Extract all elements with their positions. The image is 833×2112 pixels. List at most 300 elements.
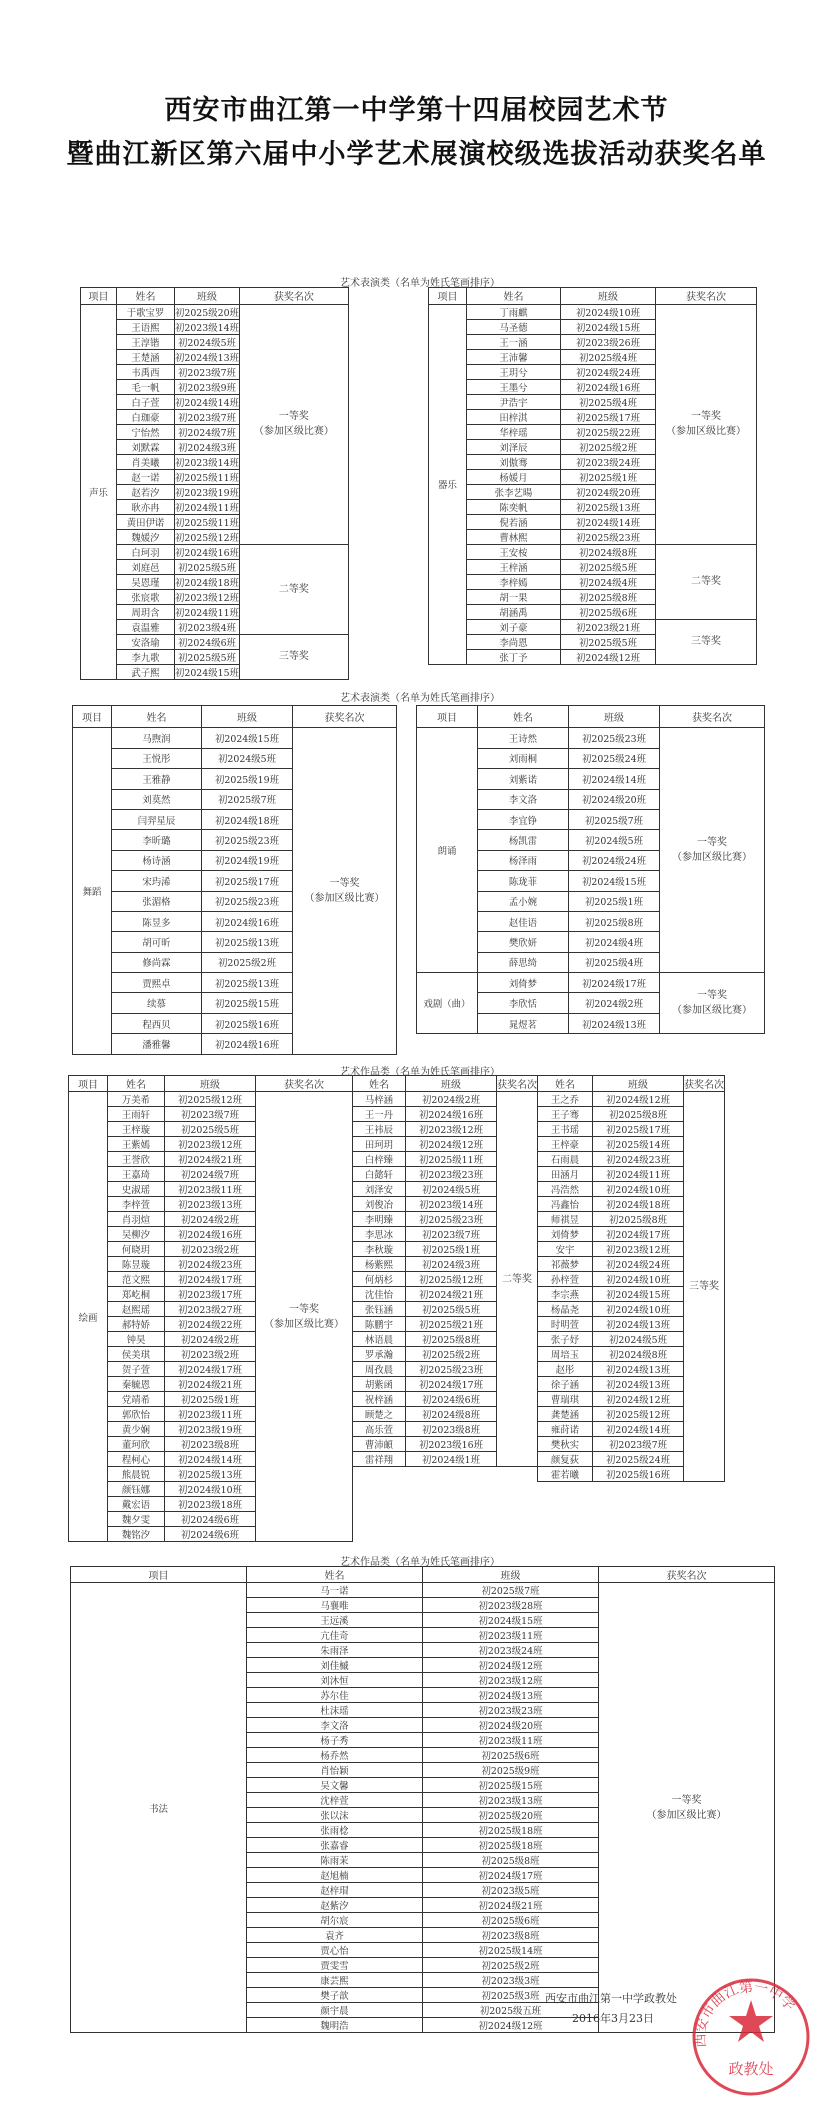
student-name: 魏媛汐 [117,529,175,544]
award-cell: 三等奖 [656,619,757,664]
student-name: 周培玉 [538,1347,593,1362]
student-class: 初2024级18班 [593,1197,684,1212]
student-class: 初2025级15班 [202,993,293,1013]
student-name: 康芸熙 [247,1973,423,1988]
student-name: 黄田伊诺 [117,514,175,529]
student-class: 初2025级16班 [593,1467,684,1482]
student-name: 张子妤 [538,1332,593,1347]
student-name: 颜宇晨 [247,2003,423,2018]
student-name: 刘庭邑 [117,559,175,574]
award-level: 一等奖 [289,1303,319,1315]
student-name: 杨诗涵 [112,850,202,870]
student-class: 初2023级13班 [423,1793,599,1808]
student-class: 初2025级4班 [561,394,656,409]
student-class: 初2025级23班 [406,1212,497,1227]
student-name: 范文熙 [108,1272,165,1287]
student-class: 初2024级2班 [165,1332,256,1347]
column-header: 项目 [69,1076,108,1092]
award-level: 一等奖 [671,1794,702,1806]
table-row [69,1497,725,1512]
student-name: 冯鑫怡 [538,1197,593,1212]
table-row [69,1122,725,1137]
award-table [72,705,397,1055]
student-name: 孙梓萱 [538,1272,593,1287]
table-row [69,1212,725,1227]
student-name: 赵紫汐 [247,1898,423,1913]
student-name: 郝特娇 [108,1317,165,1332]
table-row [417,728,765,748]
table-row [69,1392,725,1407]
header-row [429,288,757,305]
student-name: 魏夕雯 [108,1512,165,1527]
student-class: 初2024级23班 [593,1152,684,1167]
student-name: 胡可昕 [112,932,202,952]
table-row [69,1302,725,1317]
student-class: 初2024级11班 [175,499,240,514]
student-class: 初2024级14班 [165,1452,256,1467]
category-cell: 戏剧（曲） [417,973,478,1034]
student-class: 初2025级5班 [406,1302,497,1317]
student-name: 赵旭楠 [247,1868,423,1883]
award-cell [239,304,348,544]
student-class: 初2024级13班 [593,1362,684,1377]
student-class: 初2023级19班 [175,484,240,499]
student-class: 初2025级5班 [561,634,656,649]
student-class: 初2024级22班 [165,1317,256,1332]
student-class: 初2024级10班 [593,1182,684,1197]
table-row [69,1437,725,1452]
award-cell: 二等奖 [497,1092,538,1467]
seal-ring-text: 西安市曲江第一中学 [692,1979,798,2049]
student-class: 初2023级8班 [406,1422,497,1437]
header-row [73,706,397,728]
table-row [429,304,757,319]
table-row [429,544,757,559]
student-class: 初2025级6班 [423,1748,599,1763]
student-name: 王墨兮 [467,379,561,394]
student-class: 初2023级24班 [423,1643,599,1658]
column-header: 班级 [175,288,240,305]
student-class: 初2024级23班 [165,1257,256,1272]
table-row [69,1287,725,1302]
student-name: 沈佳怡 [353,1287,406,1302]
seal-star-icon [729,2000,773,2042]
student-class: 初2023级11班 [165,1407,256,1422]
student-name: 白梓臻 [353,1152,406,1167]
student-name: 尹浩宇 [467,394,561,409]
table-row [69,1407,725,1422]
student-name: 杨紫熙 [353,1257,406,1272]
student-name: 白子萱 [117,394,175,409]
student-name: 贾雯雪 [247,1958,423,1973]
student-name: 何晓玥 [108,1242,165,1257]
empty-cell [406,1482,497,1497]
column-header: 姓名 [117,288,175,305]
award-level: 一等奖 [278,411,309,423]
empty-cell [593,1482,684,1497]
student-name: 刘默霖 [117,439,175,454]
award-cell: 三等奖 [239,634,348,679]
student-class: 初2023级11班 [165,1182,256,1197]
empty-cell [353,1497,406,1512]
student-class: 初2024级12班 [593,1092,684,1107]
student-name: 李思冰 [353,1227,406,1242]
student-class: 初2025级14班 [423,1943,599,1958]
student-name: 王梓涵 [467,559,561,574]
student-name: 贺子萱 [108,1362,165,1377]
student-class: 初2024级6班 [175,634,240,649]
student-name: 董珂欣 [108,1437,165,1452]
student-name: 刘泽辰 [467,439,561,454]
student-class: 初2024级10班 [561,304,656,319]
student-class: 初2024级4班 [569,932,660,952]
empty-cell [406,1527,497,1542]
student-class: 初2024级18班 [202,809,293,829]
student-name: 亢佳奇 [247,1628,423,1643]
column-header: 姓名 [538,1076,593,1092]
student-name: 田梓淇 [467,409,561,424]
student-class: 初2024级7班 [165,1167,256,1182]
table-row [69,1227,725,1242]
student-class: 初2024级3班 [175,439,240,454]
student-class: 初2024级11班 [175,604,240,619]
student-name: 杨凯雷 [478,830,569,850]
column-header: 姓名 [112,706,202,728]
table-row [69,1332,725,1347]
student-class: 初2025级4班 [561,349,656,364]
student-class: 初2023级11班 [423,1628,599,1643]
student-class: 初2025级8班 [593,1212,684,1227]
student-class: 初2023级4班 [175,619,240,634]
student-name: 胡一果 [467,589,561,604]
student-class: 初2023级12班 [406,1122,497,1137]
student-class: 初2025级5班 [175,559,240,574]
student-name: 王紫嫣 [108,1137,165,1152]
student-class: 初2024级5班 [202,748,293,768]
student-name: 王语熙 [117,319,175,334]
student-name: 樊欣妍 [478,932,569,952]
student-class: 初2025级7班 [423,1583,599,1598]
student-class: 初2024级8班 [593,1347,684,1362]
student-name: 霍若曦 [538,1467,593,1482]
document-title-line-2: 暨曲江新区第六届中小学艺术展演校级选拔活动获奖名单 [66,139,767,170]
student-class: 初2025级17班 [561,409,656,424]
student-class: 初2024级15班 [593,1287,684,1302]
student-name: 马煦润 [112,728,202,748]
student-name: 王雨轩 [108,1107,165,1122]
award-cell [660,973,765,1034]
student-class: 初2024级14班 [593,1422,684,1437]
student-name: 王远溪 [247,1613,423,1628]
student-name: 李文洛 [478,789,569,809]
student-name: 雍莳诺 [538,1422,593,1437]
student-class: 初2024级16班 [202,1034,293,1054]
student-name: 程西贝 [112,1013,202,1033]
table-row [69,1362,725,1377]
student-class: 初2025级17班 [202,871,293,891]
student-name: 张湄格 [112,891,202,911]
student-class: 初2023级7班 [406,1227,497,1242]
student-name: 祁薇梦 [538,1257,593,1272]
student-name: 宋玙浠 [112,871,202,891]
header-row [71,1567,775,1583]
student-name: 马圣德 [467,319,561,334]
student-name: 熊晨锐 [108,1467,165,1482]
student-name: 刘子豪 [467,619,561,634]
student-class: 初2025级23班 [406,1362,497,1377]
student-name: 袁齐 [247,1928,423,1943]
student-class: 初2023级5班 [423,1883,599,1898]
award-cell [256,1092,353,1542]
table-row [81,634,349,649]
column-header: 班级 [423,1567,599,1583]
student-class: 初2025级17班 [593,1122,684,1137]
table-row [69,1452,725,1467]
award-table [416,705,765,1034]
student-name: 赵彤 [538,1362,593,1377]
student-name: 侯美琪 [108,1347,165,1362]
student-class: 初2023级2班 [165,1242,256,1257]
table-row [81,544,349,559]
student-name: 王雅静 [112,769,202,789]
student-class: 初2024级5班 [593,1332,684,1347]
student-name: 高乐萱 [353,1422,406,1437]
student-name: 张雨棯 [247,1823,423,1838]
student-class: 初2024级20班 [423,1718,599,1733]
student-class: 初2024级5班 [569,830,660,850]
award-table [68,1075,725,1542]
student-class: 初2024级21班 [165,1377,256,1392]
student-class: 初2023级23班 [423,1703,599,1718]
student-class: 初2025级23班 [561,529,656,544]
student-name: 周玥含 [117,604,175,619]
issuer-org: 西安市曲江第一中学政教处 [545,1992,677,2005]
student-name: 刘雨桐 [478,748,569,768]
student-class: 初2024级24班 [561,364,656,379]
student-class: 初2023级23班 [406,1167,497,1182]
student-class: 初2025级13班 [561,499,656,514]
empty-cell [538,1497,593,1512]
student-class: 初2024级17班 [593,1227,684,1242]
student-class: 初2024级12班 [406,1137,497,1152]
student-class: 初2025级24班 [569,748,660,768]
student-name: 倪若涵 [467,514,561,529]
student-name: 贾心怡 [247,1943,423,1958]
student-name: 薛思绮 [478,952,569,972]
student-name: 王楚涵 [117,349,175,364]
student-class: 初2023级12班 [165,1137,256,1152]
table-row [69,1167,725,1182]
table-row [69,1347,725,1362]
column-header: 获奖名次 [256,1076,353,1092]
student-name: 樊子歆 [247,1988,423,2003]
table-row [69,1422,725,1437]
student-class: 初2024级24班 [593,1257,684,1272]
table-row [69,1482,725,1497]
award-note: （参加区级比赛） [672,852,752,864]
student-class: 初2025级18班 [423,1838,599,1853]
column-header: 班级 [561,288,656,305]
student-class: 初2024级1班 [406,1452,497,1467]
empty-cell [353,1482,406,1497]
student-name: 雷祥翔 [353,1452,406,1467]
student-class: 初2025级8班 [561,589,656,604]
column-header: 姓名 [247,1567,423,1583]
student-class: 初2025级8班 [593,1107,684,1122]
student-name: 张嘉睿 [247,1838,423,1853]
student-class: 初2025级13班 [165,1467,256,1482]
student-name: 王梓璇 [108,1122,165,1137]
student-class: 初2024级20班 [561,484,656,499]
student-class: 初2025级2班 [406,1347,497,1362]
student-class: 初2025级5班 [175,649,240,664]
column-header: 获奖名次 [293,706,397,728]
student-name: 宁怡然 [117,424,175,439]
student-class: 初2024级13班 [593,1377,684,1392]
student-class: 初2025级15班 [423,1778,599,1793]
student-class: 初2023级16班 [406,1437,497,1452]
student-name: 刘佳槭 [247,1658,423,1673]
student-class: 初2025级23班 [202,830,293,850]
student-class: 初2023级3班 [423,1973,599,1988]
student-class: 初2024级5班 [406,1182,497,1197]
official-seal [690,1976,812,2098]
student-class: 初2023级12班 [423,1673,599,1688]
student-name: 程柯心 [108,1452,165,1467]
student-name: 冯浩然 [538,1182,593,1197]
student-name: 孟小婉 [478,891,569,911]
student-name: 李欣恬 [478,993,569,1013]
student-name: 党靖希 [108,1392,165,1407]
category-cell: 绘画 [69,1092,108,1542]
student-name: 修尚霖 [112,952,202,972]
student-name: 王祎辰 [353,1122,406,1137]
student-class: 初2024级16班 [165,1227,256,1242]
student-name: 曹沛頔 [353,1437,406,1452]
student-name: 刘泽安 [353,1182,406,1197]
student-name: 杜沫瑶 [247,1703,423,1718]
student-name: 赵佳语 [478,911,569,931]
column-header: 获奖名次 [599,1567,775,1583]
student-class: 初2025级1班 [165,1392,256,1407]
award-table [80,287,349,680]
column-header: 姓名 [478,706,569,728]
student-name: 李梓嫣 [467,574,561,589]
student-class: 初2025级4班 [569,952,660,972]
section-caption: 艺术表演类（名单为姓氏笔画排序） [340,278,500,289]
student-name: 肖羽煊 [108,1212,165,1227]
student-name: 王诗然 [478,728,569,748]
student-class: 初2024级21班 [406,1287,497,1302]
award-note: （参加区级比赛） [672,1005,752,1017]
student-class: 初2025级2班 [561,439,656,454]
student-class: 初2024级16班 [406,1107,497,1122]
award-level: 一等奖 [691,411,721,423]
student-name: 潘雅馨 [112,1034,202,1054]
student-name: 朱雨泽 [247,1643,423,1658]
student-name: 王书瑶 [538,1122,593,1137]
student-name: 祝梓涵 [353,1392,406,1407]
student-name: 张宸歌 [117,589,175,604]
empty-cell [353,1527,406,1542]
student-name: 李宗燕 [538,1287,593,1302]
student-class: 初2024级15班 [423,1613,599,1628]
student-name: 王安桉 [467,544,561,559]
student-name: 张丁予 [467,649,561,664]
student-name: 刘俊冶 [353,1197,406,1212]
student-class: 初2025级11班 [175,514,240,529]
column-header: 班级 [202,706,293,728]
student-class: 初2024级10班 [593,1302,684,1317]
student-class: 初2024级16班 [202,911,293,931]
student-name: 王悦彤 [112,748,202,768]
student-name: 杨晶尧 [538,1302,593,1317]
student-name: 李尚恩 [467,634,561,649]
student-name: 赵熙瑶 [108,1302,165,1317]
student-class: 初2025级23班 [202,891,293,911]
table-row [69,1107,725,1122]
student-class: 初2025级6班 [561,604,656,619]
student-class: 初2024级2班 [165,1212,256,1227]
student-class: 初2023级12班 [175,589,240,604]
student-class: 初2023级24班 [561,454,656,469]
table-row [81,304,349,319]
award-table [70,1566,775,2033]
column-header: 班级 [406,1076,497,1092]
student-name: 刘倚梦 [538,1227,593,1242]
empty-cell [497,1467,538,1542]
award-level: 一等奖 [697,837,727,849]
student-name: 刘倚梦 [478,973,569,993]
student-class: 初2024级2班 [406,1092,497,1107]
student-name: 万美希 [108,1092,165,1107]
award-cell [656,304,757,544]
award-note: （参加区级比赛） [646,1809,727,1821]
empty-cell [538,1512,593,1527]
award-level: 一等奖 [329,878,360,890]
header-row [81,288,349,305]
student-name: 魏铭汐 [108,1527,165,1542]
issue-date: 2016年3月23日 [572,2012,654,2025]
award-cell [660,728,765,973]
table-row [69,1257,725,1272]
student-name: 耿亦冉 [117,499,175,514]
table-row [69,1512,725,1527]
student-name: 黄少娴 [108,1422,165,1437]
student-class: 初2024级6班 [165,1527,256,1542]
student-name: 吴文馨 [247,1778,423,1793]
student-name: 韦禹西 [117,364,175,379]
student-name: 王子骞 [538,1107,593,1122]
student-class: 初2024级21班 [423,1898,599,1913]
student-name: 王淳锴 [117,334,175,349]
student-name: 白懿轩 [353,1167,406,1182]
student-class: 初2025级24班 [593,1452,684,1467]
category-cell: 器乐 [429,304,467,664]
student-name: 王之乔 [538,1092,593,1107]
student-class: 初2024级15班 [202,728,293,748]
column-header: 获奖名次 [656,288,757,305]
student-class: 初2023级19班 [165,1422,256,1437]
empty-cell [353,1512,406,1527]
student-name: 钟昊 [108,1332,165,1347]
student-class: 初2023级14班 [406,1197,497,1212]
student-name: 于歌宝罗 [117,304,175,319]
student-class: 初2025级8班 [406,1332,497,1347]
student-name: 陈鹏宇 [353,1317,406,1332]
student-class: 初2025级9班 [423,1763,599,1778]
student-class: 初2025级五班 [423,2003,599,2018]
